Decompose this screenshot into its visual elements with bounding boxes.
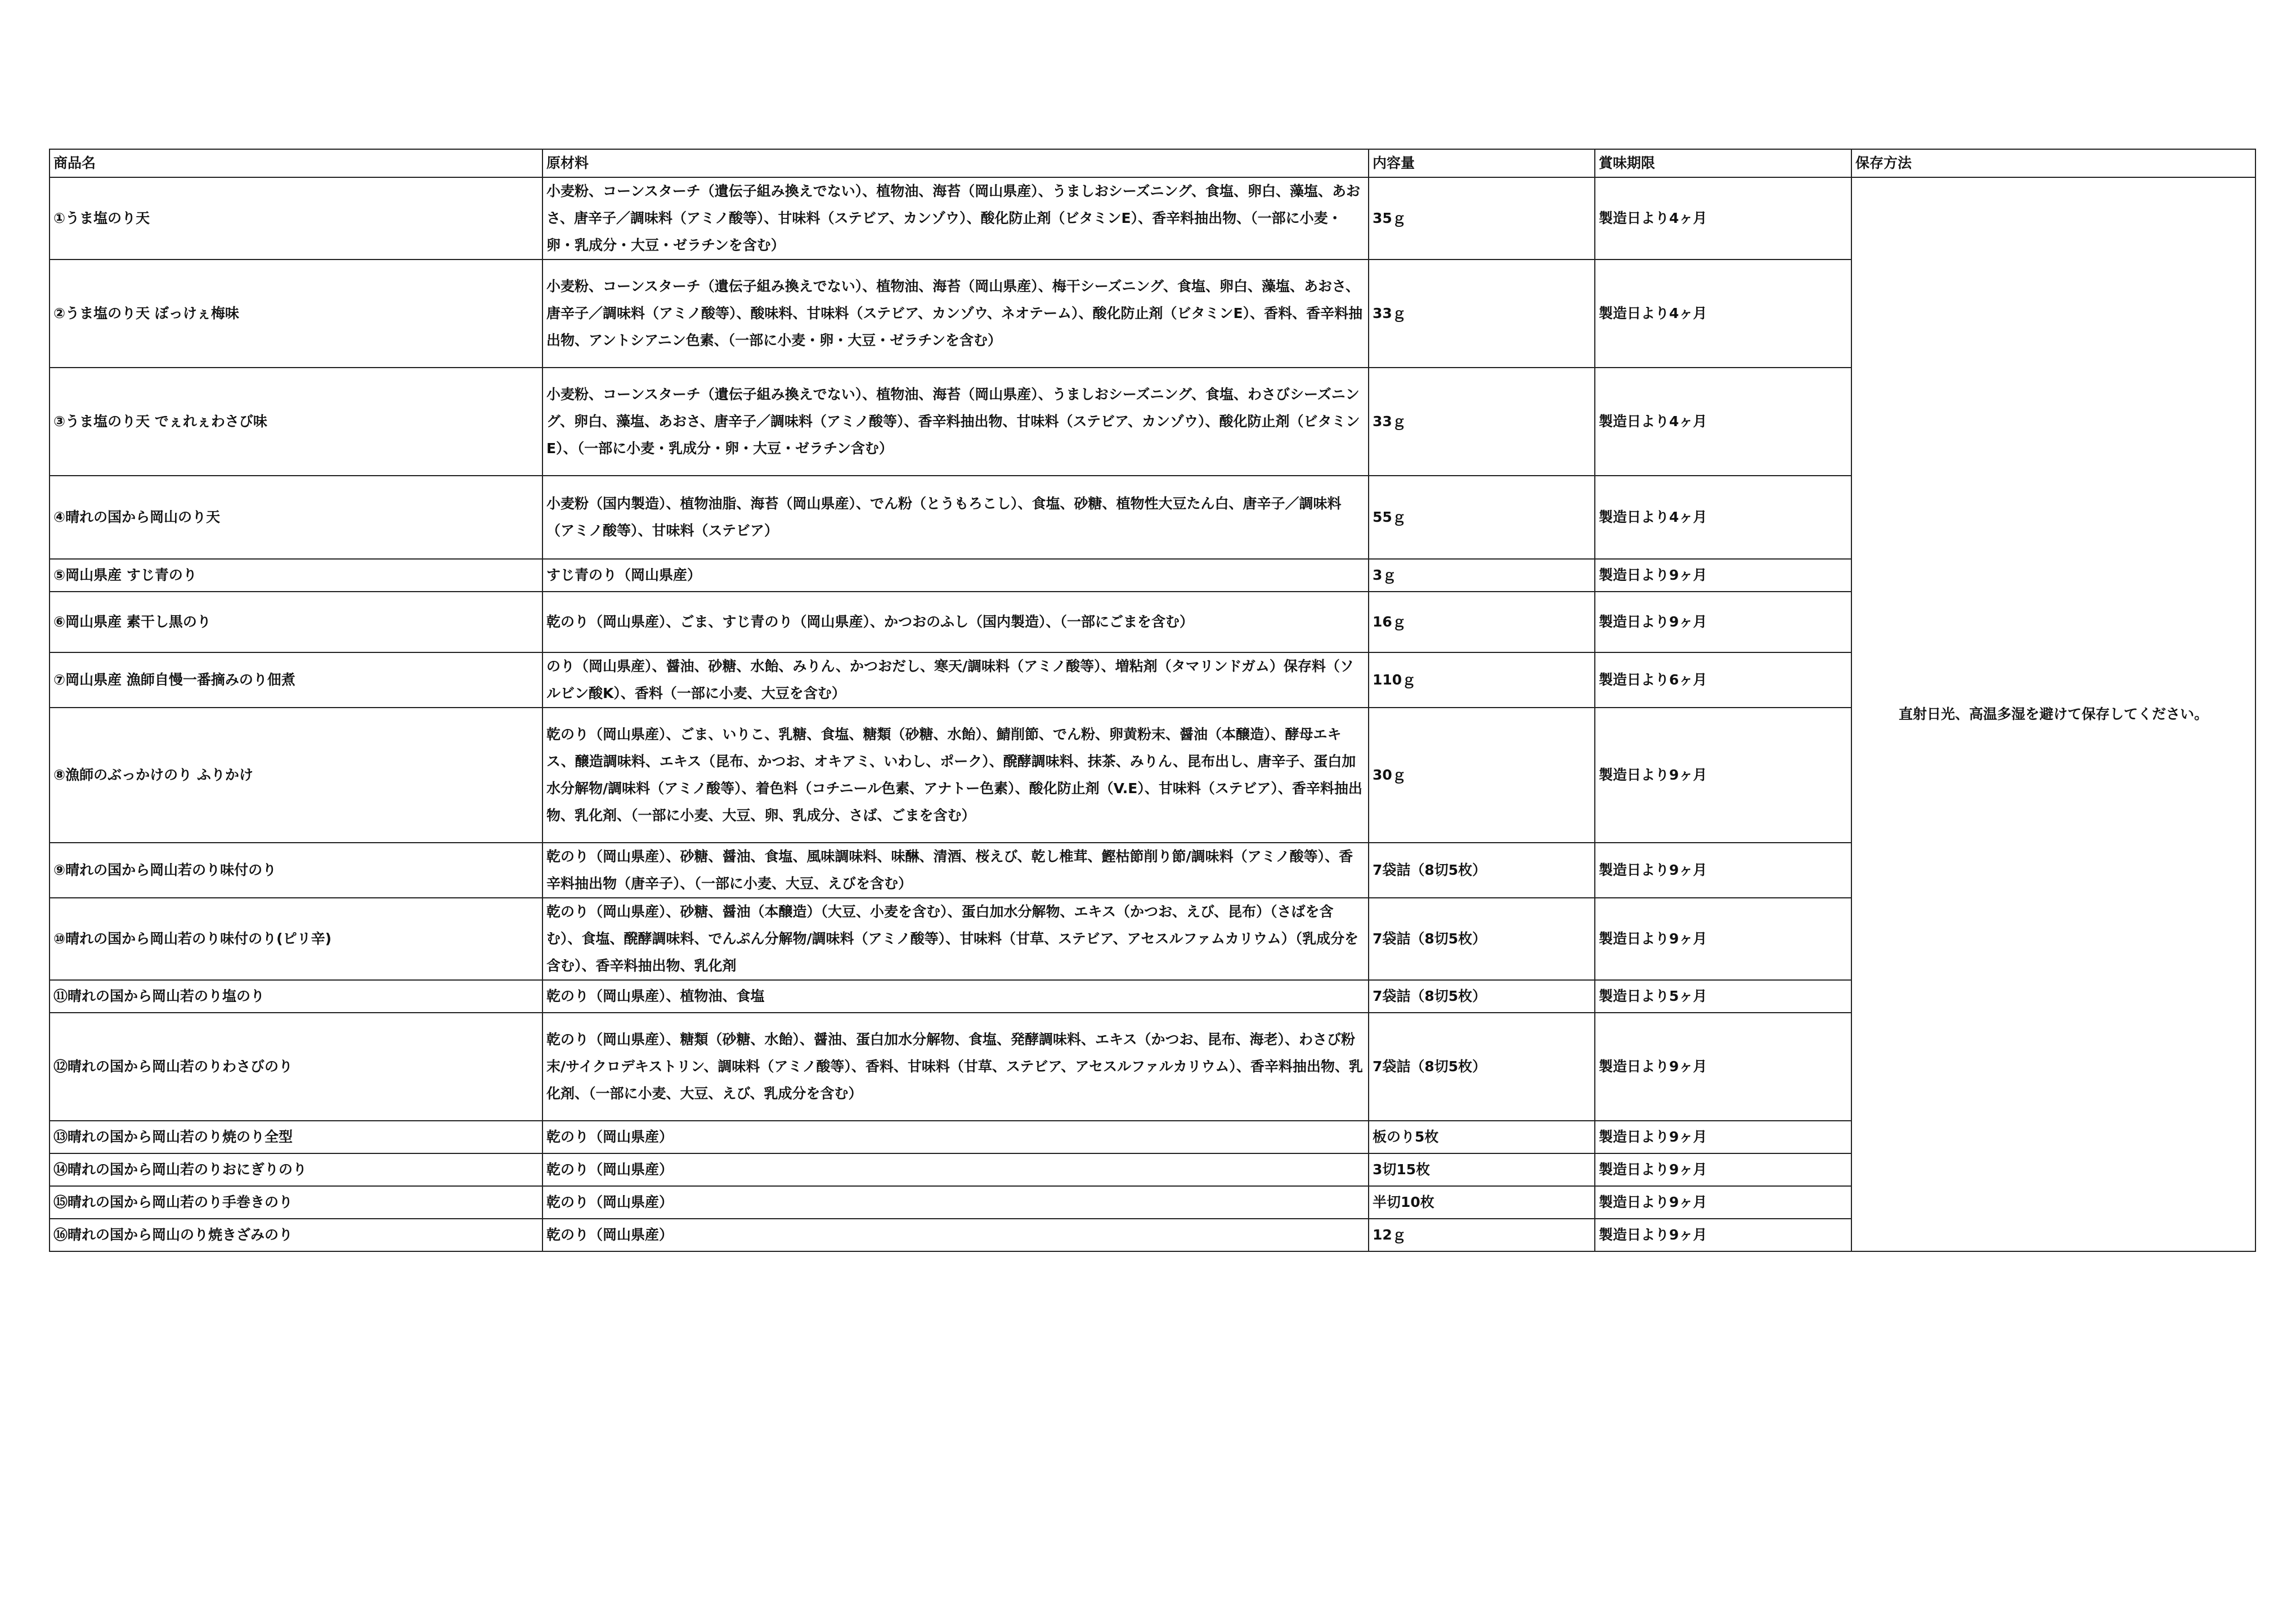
product-name-cell: ②うま塩のり天 ぼっけぇ梅味 <box>50 260 542 368</box>
header-storage: 保存方法 <box>1851 149 2255 177</box>
expiry-cell: 製造日より9ヶ月 <box>1595 1013 1851 1121</box>
volume-cell: 7袋詰（8切5枚） <box>1369 898 1595 980</box>
volume-cell: 3切15枚 <box>1369 1153 1595 1186</box>
product-name-cell: ⑭晴れの国から岡山若のりおにぎりのり <box>50 1153 542 1186</box>
header-volume: 内容量 <box>1369 149 1595 177</box>
header-expiry: 賞味期限 <box>1595 149 1851 177</box>
expiry-cell: 製造日より9ヶ月 <box>1595 1121 1851 1153</box>
expiry-cell: 製造日より4ヶ月 <box>1595 260 1851 368</box>
volume-cell: 半切10枚 <box>1369 1186 1595 1219</box>
product-name-cell: ⑮晴れの国から岡山若のり手巻きのり <box>50 1186 542 1219</box>
ingredients-cell: 乾のり（岡山県産） <box>542 1153 1369 1186</box>
product-name-cell: ⑨晴れの国から岡山若のり味付のり <box>50 843 542 898</box>
expiry-cell: 製造日より6ヶ月 <box>1595 652 1851 708</box>
ingredients-cell: 乾のり（岡山県産）、糖類（砂糖、水飴）、醤油、蛋白加水分解物、食塩、発酵調味料、エキス（かつお、昆布、海老）、わさび粉末/サイクロデキストリン、調味料（アミノ酸等）、香料、甘味料（甘草、ステビア、アセスルファルカリウム）、香辛料抽出物、乳化剤、（一部に小麦、大豆、えび、乳成分を含む） <box>542 1013 1369 1121</box>
ingredients-cell: 乾のり（岡山県産）、砂糖、醤油（本醸造）（大豆、小麦を含む）、蛋白加水分解物、エキス（かつお、えび、昆布）（さばを含む）、食塩、醗酵調味料、でんぷん分解物/調味料（アミノ酸等）、甘味料（甘草、ステビア、アセスルファムカリウム）（乳成分を含む）、香辛料抽出物、乳化剤 <box>542 898 1369 980</box>
table-row <box>50 177 2255 260</box>
expiry-cell: 製造日より9ヶ月 <box>1595 559 1851 592</box>
volume-cell: 板のり5枚 <box>1369 1121 1595 1153</box>
storage-method-cell: 直射日光、高温多湿を避けて保存してください。 <box>1851 177 2255 1251</box>
expiry-cell: 製造日より5ヶ月 <box>1595 980 1851 1013</box>
product-name-cell: ⑬晴れの国から岡山若のり焼のり全型 <box>50 1121 542 1153</box>
ingredients-cell: 乾のり（岡山県産） <box>542 1186 1369 1219</box>
product-name-cell: ⑯晴れの国から岡山のり焼きざみのり <box>50 1219 542 1251</box>
volume-cell: 7袋詰（8切5枚） <box>1369 980 1595 1013</box>
ingredients-cell: 乾のり（岡山県産）、ごま、すじ青のり（岡山県産）、かつおのふし（国内製造）、（一部にごまを含む） <box>542 592 1369 652</box>
volume-cell: 12ｇ <box>1369 1219 1595 1251</box>
expiry-cell: 製造日より4ヶ月 <box>1595 177 1851 260</box>
product-name-cell: ⑧漁師のぶっかけのり ふりかけ <box>50 708 542 843</box>
expiry-cell: 製造日より4ヶ月 <box>1595 368 1851 476</box>
product-name-cell: ④晴れの国から岡山のり天 <box>50 476 542 559</box>
expiry-cell: 製造日より9ヶ月 <box>1595 898 1851 980</box>
product-name-cell: ⑫晴れの国から岡山若のりわさびのり <box>50 1013 542 1121</box>
expiry-cell: 製造日より9ヶ月 <box>1595 592 1851 652</box>
ingredients-cell: 小麦粉、コーンスターチ（遺伝子組み換えでない）、植物油、海苔（岡山県産）、うましおシーズニング、食塩、わさびシーズニング、卵白、藻塩、あおさ、唐辛子／調味料（アミノ酸等）、香辛料抽出物、甘味料（ステビア、カンゾウ）、酸化防止剤（ビタミンE）、（一部に小麦・乳成分・卵・大豆・ゼラチン含む） <box>542 368 1369 476</box>
ingredients-cell: 乾のり（岡山県産） <box>542 1219 1369 1251</box>
volume-cell: 16ｇ <box>1369 592 1595 652</box>
product-name-cell: ⑤岡山県産 すじ青のり <box>50 559 542 592</box>
ingredients-cell: すじ青のり（岡山県産） <box>542 559 1369 592</box>
product-table <box>49 149 2256 1252</box>
expiry-cell: 製造日より9ヶ月 <box>1595 1186 1851 1219</box>
volume-cell: 35ｇ <box>1369 177 1595 260</box>
ingredients-cell: 小麦粉（国内製造）、植物油脂、海苔（岡山県産）、でん粉（とうもろこし）、食塩、砂糖、植物性大豆たん白、唐辛子／調味料（アミノ酸等）、甘味料（ステビア） <box>542 476 1369 559</box>
volume-cell: 55ｇ <box>1369 476 1595 559</box>
ingredients-cell: 乾のり（岡山県産）、砂糖、醤油、食塩、風味調味料、味醂、清酒、桜えび、乾し椎茸、鰹枯節削り節/調味料（アミノ酸等）、香辛料抽出物（唐辛子）、（一部に小麦、大豆、えびを含む） <box>542 843 1369 898</box>
ingredients-cell: 小麦粉、コーンスターチ（遺伝子組み換えでない）、植物油、海苔（岡山県産）、梅干シーズニング、食塩、卵白、藻塩、あおさ、唐辛子／調味料（アミノ酸等）、酸味料、甘味料（ステビア、カンゾウ、ネオテーム）、酸化防止剤（ビタミンE）、香料、香辛料抽出物、アントシアニン色素、（一部に小麦・卵・大豆・ゼラチンを含む） <box>542 260 1369 368</box>
header-row <box>50 149 2255 177</box>
product-name-cell: ⑪晴れの国から岡山若のり塩のり <box>50 980 542 1013</box>
ingredients-cell: のり（岡山県産）、醤油、砂糖、水飴、みりん、かつおだし、寒天/調味料（アミノ酸等）、増粘剤（タマリンドガム）保存料（ソルビン酸K）、香料（一部に小麦、大豆を含む） <box>542 652 1369 708</box>
product-name-cell: ①うま塩のり天 <box>50 177 542 260</box>
header-product-name: 商品名 <box>50 149 542 177</box>
volume-cell: 3ｇ <box>1369 559 1595 592</box>
ingredients-cell: 乾のり（岡山県産）、ごま、いりこ、乳糖、食塩、糖類（砂糖、水飴）、鯖削節、でん粉、卵黄粉末、醤油（本醸造）、酵母エキス、醸造調味料、エキス（昆布、かつお、オキアミ、いわし、ポーク）、醗酵調味料、抹茶、みりん、昆布出し、唐辛子、蛋白加水分解物/調味料（アミノ酸等）、着色料（コチニール色素、アナトー色素）、酸化防止剤（V.E）、甘味料（ステビア）、香辛料抽出物、乳化剤、（一部に小麦、大豆、卵、乳成分、さば、ごまを含む） <box>542 708 1369 843</box>
header-ingredients: 原材料 <box>542 149 1369 177</box>
product-name-cell: ⑥岡山県産 素干し黒のり <box>50 592 542 652</box>
ingredients-cell: 乾のり（岡山県産） <box>542 1121 1369 1153</box>
ingredients-cell: 乾のり（岡山県産）、植物油、食塩 <box>542 980 1369 1013</box>
volume-cell: 30ｇ <box>1369 708 1595 843</box>
expiry-cell: 製造日より9ヶ月 <box>1595 1219 1851 1251</box>
volume-cell: 110ｇ <box>1369 652 1595 708</box>
expiry-cell: 製造日より9ヶ月 <box>1595 708 1851 843</box>
volume-cell: 7袋詰（8切5枚） <box>1369 1013 1595 1121</box>
expiry-cell: 製造日より9ヶ月 <box>1595 843 1851 898</box>
product-name-cell: ⑩晴れの国から岡山若のり味付のり(ピリ辛) <box>50 898 542 980</box>
volume-cell: 33ｇ <box>1369 260 1595 368</box>
product-name-cell: ③うま塩のり天 でぇれぇわさび味 <box>50 368 542 476</box>
expiry-cell: 製造日より4ヶ月 <box>1595 476 1851 559</box>
volume-cell: 7袋詰（8切5枚） <box>1369 843 1595 898</box>
expiry-cell: 製造日より9ヶ月 <box>1595 1153 1851 1186</box>
product-name-cell: ⑦岡山県産 漁師自慢一番摘みのり佃煮 <box>50 652 542 708</box>
ingredients-cell: 小麦粉、コーンスターチ（遺伝子組み換えでない）、植物油、海苔（岡山県産）、うましおシーズニング、食塩、卵白、藻塩、あおさ、唐辛子／調味料（アミノ酸等）、甘味料（ステビア、カンゾウ）、酸化防止剤（ビタミンE）、香辛料抽出物、（一部に小麦・卵・乳成分・大豆・ゼラチンを含む） <box>542 177 1369 260</box>
volume-cell: 33ｇ <box>1369 368 1595 476</box>
